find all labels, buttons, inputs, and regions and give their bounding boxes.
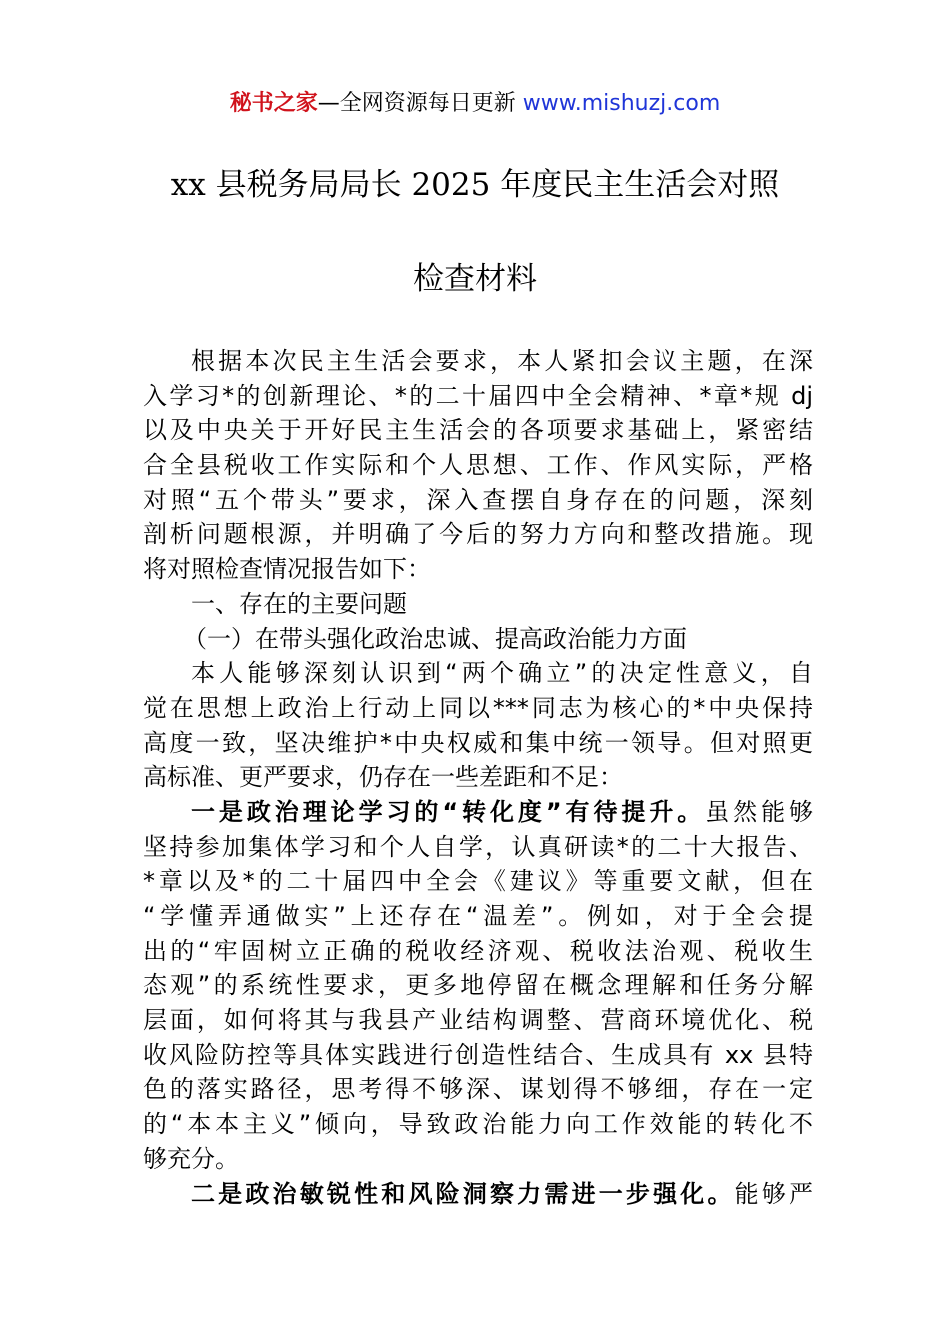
paragraph-line: 入学习*的创新理论、*的二十届四中全会精神、*章*规 dj: [143, 381, 813, 410]
paragraph-line: 剖析问题根源，并明确了今后的努力方向和整改措施。现: [143, 520, 813, 549]
site-header: [0, 88, 950, 120]
paragraph-line: 出的“牢固树立正确的税收经济观、税收法治观、税收生: [143, 936, 813, 965]
paragraph-line: 合全县税收工作实际和个人思想、工作、作风实际，严格: [143, 451, 813, 480]
paragraph-text: 虽然能够: [705, 797, 814, 826]
paragraph-line: “学懂弄通做实”上还存在“温差”。例如，对于全会提: [143, 902, 813, 930]
paragraph-line: 坚持参加集体学习和个人自学，认真研读*的二十大报告、: [143, 832, 813, 861]
paragraph-line: 层面，如何将其与我县产业结构调整、营商环境优化、税: [143, 1006, 813, 1035]
paragraph-line: 觉在思想上政治上行动上同以***同志为核心的*中央保持: [143, 693, 813, 722]
paragraph-line: 本人能够深刻认识到“两个确立”的决定性意义，自: [191, 659, 813, 688]
document-body: [143, 344, 813, 1211]
paragraph-line: 高度一致，坚决维护*中央权威和集中统一领导。但对照更: [143, 728, 813, 757]
paragraph-line: 将对照检查情况报告如下：: [143, 555, 431, 584]
paragraph-line: 的“本本主义”倾向，导致政治能力向工作效能的转化不: [143, 1110, 813, 1139]
paragraph-line: 够充分。: [143, 1144, 239, 1173]
paragraph-line: [143, 795, 813, 830]
paragraph-line: 以及中央关于开好民主生活会的各项要求基础上，紧密结: [143, 416, 813, 445]
paragraph-line: 收风险防控等具体实践进行创造性结合、生成具有 xx 县特: [143, 1040, 813, 1069]
paragraph-line: [143, 1177, 813, 1212]
site-brand: 秘书之家: [229, 91, 318, 116]
paragraph-line: 色的落实路径，思考得不够深、谋划得不够细，存在一定: [143, 1075, 813, 1104]
document-title-line-2: 检查材料: [413, 261, 537, 297]
paragraph-text: 能够严: [734, 1179, 814, 1208]
paragraph-line: 态观”的系统性要求，更多地停留在概念理解和任务分解: [143, 971, 813, 1000]
paragraph-line: 根据本次民主生活会要求，本人紧扣会议主题，在深: [191, 347, 813, 375]
site-tagline: —全网资源每日更新: [317, 91, 523, 116]
section-heading: 一、存在的主要问题: [191, 589, 407, 618]
paragraph-line: 高标准、更严要求，仍存在一些差距和不足：: [143, 763, 623, 792]
paragraph-line: 对照“五个带头”要求，深入查摆自身存在的问题，深刻: [143, 485, 813, 514]
subsection-heading: （一）在带头强化政治忠诚、提高政治能力方面: [183, 624, 687, 653]
bold-point-heading: 二是政治敏锐性和风险洞察力需进一步强化。: [191, 1179, 735, 1208]
paragraph-line: *章以及*的二十届四中全会《建议》等重要文献，但在: [143, 867, 813, 896]
site-url-link[interactable]: www.mishuzj.com: [522, 91, 721, 116]
document-title-line-1: xx 县税务局局长 2025 年度民主生活会对照: [170, 167, 780, 203]
bold-point-heading: 一是政治理论学习的“转化度”有待提升。: [191, 797, 706, 826]
